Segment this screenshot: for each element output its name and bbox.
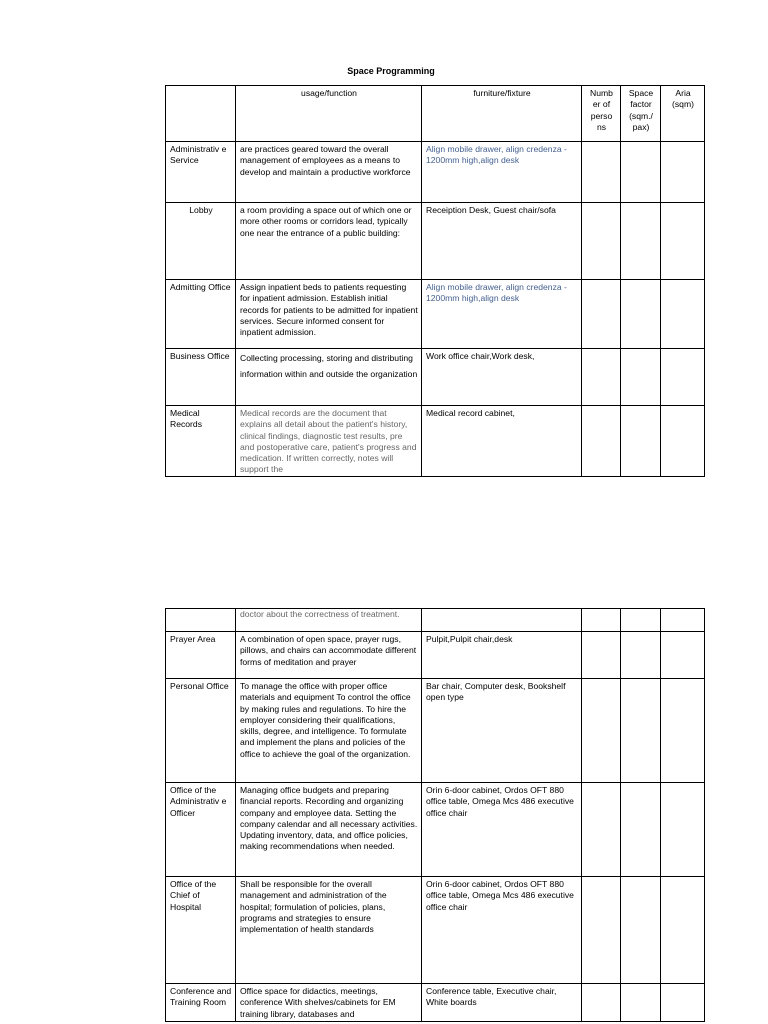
room-name: Lobby xyxy=(166,203,236,280)
space-factor-cell xyxy=(621,349,661,406)
area-cell xyxy=(661,984,705,1022)
area-cell xyxy=(661,632,705,679)
space-factor-cell xyxy=(621,280,661,349)
page-title: Space Programming xyxy=(347,66,435,76)
table-row xyxy=(166,349,705,406)
room-name: Administrativ e Service xyxy=(166,142,236,203)
header-usage: usage/function xyxy=(236,86,422,142)
usage-cell: Collecting processing, storing and distributing information within and outside the organization xyxy=(236,349,422,406)
table-header-row xyxy=(166,86,705,142)
room-name: Office of the Administrativ e Officer xyxy=(166,783,236,877)
table-row xyxy=(166,632,705,679)
area-cell xyxy=(661,349,705,406)
persons-cell xyxy=(582,349,621,406)
space-factor-cell xyxy=(621,783,661,877)
furniture-cell: Medical record cabinet, xyxy=(422,406,582,477)
usage-cell: Assign inpatient beds to patients requesting for inpatient admission. Establish initial records for patients to be admitted for inpatient services. Secure informed consent for inpatient admission. xyxy=(236,280,422,349)
space-factor-cell xyxy=(621,142,661,203)
area-cell xyxy=(661,877,705,984)
area-cell xyxy=(661,280,705,349)
usage-cell xyxy=(236,406,422,477)
usage-text: Office space for didactics, meetings, conference With shelves/cabinets for EM training library, databases and xyxy=(240,986,396,1019)
table-row xyxy=(166,984,705,1022)
room-name: Admitting Office xyxy=(166,280,236,349)
table-row xyxy=(166,609,705,632)
usage-cell: A combination of open space, prayer rugs, pillows, and chairs can accommodate different forms of meditation and prayer xyxy=(236,632,422,679)
table-row xyxy=(166,142,705,203)
table-row xyxy=(166,406,705,477)
header-space-factor: Space factor (sqm./ pax) xyxy=(621,86,661,142)
persons-cell xyxy=(582,280,621,349)
usage-cell: To manage the office with proper office materials and equipment To control the office by making rules and regulations. To hire the employer considering their qualifications, skills, degree, and intelligence. To formulate and implement the plans and policies of the office to achieve the goal of the organization. xyxy=(236,679,422,783)
header-persons: Numb er of perso ns xyxy=(582,86,621,142)
furniture-cell: Orin 6-door cabinet, Ordos OFT 880 office table, Omega Mcs 486 executive office chair xyxy=(422,783,582,877)
persons-cell xyxy=(582,609,621,632)
space-factor-cell xyxy=(621,679,661,783)
space-programming-table-2 xyxy=(165,608,705,1022)
persons-cell xyxy=(582,632,621,679)
area-cell xyxy=(661,406,705,477)
table-row xyxy=(166,877,705,984)
furniture-cell: Conference table, Executive chair, White boards xyxy=(422,984,582,1022)
furniture-cell: Pulpit,Pulpit chair,desk xyxy=(422,632,582,679)
usage-cell: a room providing a space out of which one or more other rooms or corridors lead, typically one near the entrance of a public building: xyxy=(236,203,422,280)
table-row xyxy=(166,203,705,280)
room-name: Conference and Training Room xyxy=(166,984,236,1022)
room-name: Prayer Area xyxy=(166,632,236,679)
room-name: Medical Records xyxy=(166,406,236,477)
room-name xyxy=(166,609,236,632)
usage-cell: Managing office budgets and preparing financial reports. Recording and organizing company and employee data. Setting the company calendar and all necessary activities. Updating inventory, data, and office policies, making recommendations when needed. xyxy=(236,783,422,877)
area-cell xyxy=(661,783,705,877)
persons-cell xyxy=(582,877,621,984)
space-factor-cell xyxy=(621,609,661,632)
furniture-cell: Align mobile drawer, align credenza - 1200mm high,align desk xyxy=(422,280,582,349)
furniture-cell: Bar chair, Computer desk, Bookshelf open type xyxy=(422,679,582,783)
table-row xyxy=(166,679,705,783)
persons-cell xyxy=(582,203,621,280)
usage-cell: doctor about the correctness of treatment. xyxy=(236,609,422,632)
area-cell xyxy=(661,142,705,203)
persons-cell xyxy=(582,679,621,783)
furniture-cell: Work office chair,Work desk, xyxy=(422,349,582,406)
furniture-cell xyxy=(422,609,582,632)
header-room xyxy=(166,86,236,142)
usage-text: Medical records are the document that explains all detail about the patient's history, clinical findings, diagnostic test results, pre and postoperative care, patient's progress and medication. If written correctly, notes will support the xyxy=(240,408,417,475)
table-row xyxy=(166,280,705,349)
space-programming-table-1 xyxy=(165,85,705,477)
persons-cell xyxy=(582,142,621,203)
furniture-cell: Receiption Desk, Guest chair/sofa xyxy=(422,203,582,280)
room-name: Office of the Chief of Hospital xyxy=(166,877,236,984)
usage-cell: Shall be responsible for the overall management and administration of the hospital; formulation of policies, plans, programs and strategies to ensure implementation of health standards xyxy=(236,877,422,984)
furniture-cell: Orin 6-door cabinet, Ordos OFT 880 office table, Omega Mcs 486 executive office chair xyxy=(422,877,582,984)
persons-cell xyxy=(582,783,621,877)
room-name: Personal Office xyxy=(166,679,236,783)
area-cell xyxy=(661,203,705,280)
header-area: Aria (sqm) xyxy=(661,86,705,142)
usage-cell: are practices geared toward the overall management of employees as a means to develop and maintain a productive workforce xyxy=(236,142,422,203)
space-factor-cell xyxy=(621,877,661,984)
area-cell xyxy=(661,679,705,783)
furniture-cell: Align mobile drawer, align credenza - 1200mm high,align desk xyxy=(422,142,582,203)
room-name: Business Office xyxy=(166,349,236,406)
persons-cell xyxy=(582,984,621,1022)
header-furniture: furniture/fixture xyxy=(422,86,582,142)
persons-cell xyxy=(582,406,621,477)
usage-cell xyxy=(236,984,422,1022)
space-factor-cell xyxy=(621,203,661,280)
space-factor-cell xyxy=(621,984,661,1022)
space-factor-cell xyxy=(621,632,661,679)
area-cell xyxy=(661,609,705,632)
space-factor-cell xyxy=(621,406,661,477)
table-row xyxy=(166,783,705,877)
